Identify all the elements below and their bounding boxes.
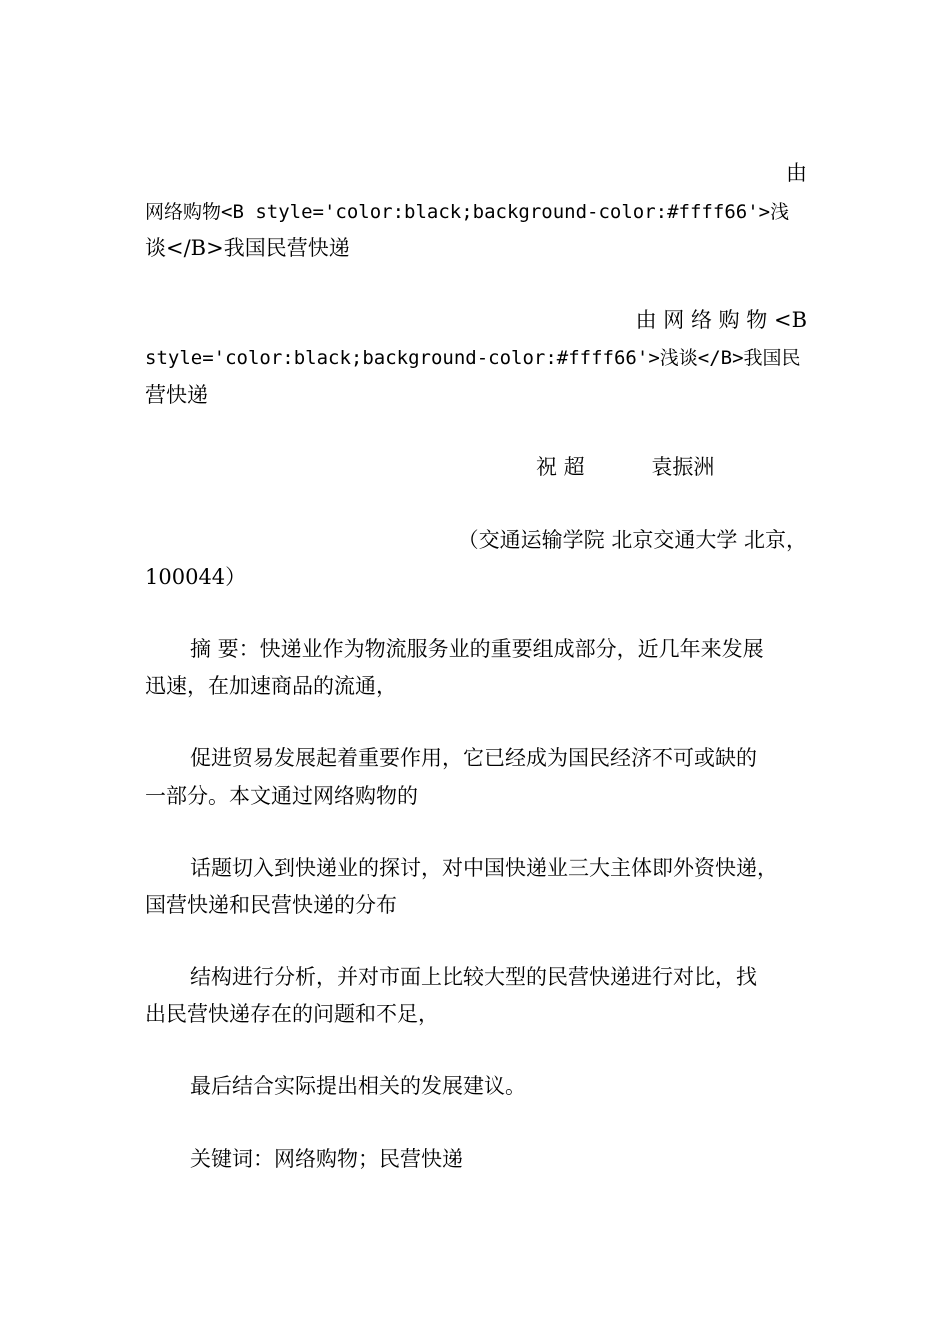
title-1-line-3: 谈</B>我国民营快递 [145, 236, 350, 260]
title-1-line-2 [145, 198, 807, 225]
title-2-line-2-text: style='color:black;background-color:#ffff66'>浅谈</B>我国民 [145, 347, 801, 369]
title-2-line-1: 由 网 络 购 物 <B [635, 308, 807, 332]
abstract-p3-line-1: 话题切入到快递业的探讨，对中国快递业三大主体即外资快递， [190, 856, 778, 880]
title-1-line-1: 由 [786, 161, 807, 185]
authors: 祝 超 袁振洲 [536, 455, 715, 479]
abstract-p3-line-2: 国营快递和民营快递的分布 [145, 893, 397, 917]
abstract-p1-line-2: 迅速，在加速商品的流通， [145, 674, 397, 698]
abstract-p2-line-1: 促进贸易发展起着重要作用，它已经成为国民经济不可或缺的 [190, 746, 757, 770]
affiliation-line-1: （交通运输学院 北京交通大学 北京， [457, 528, 807, 552]
title-1-line-2-text: 网络购物<B style='color:black;background-color:#ffff66'>浅 [145, 201, 790, 223]
title-2-line-3: 营快递 [145, 383, 208, 407]
abstract-p1-line-1: 摘 要：快递业作为物流服务业的重要组成部分，近几年来发展 [190, 637, 764, 661]
abstract-p4-line-1: 结构进行分析，并对市面上比较大型的民营快递进行对比，找 [190, 965, 757, 989]
keywords: 关键词：网络购物；民营快递 [190, 1147, 463, 1171]
abstract-p5-line-1: 最后结合实际提出相关的发展建议。 [190, 1074, 526, 1098]
title-2-line-2 [145, 344, 807, 371]
abstract-p4-line-2: 出民营快递存在的问题和不足， [145, 1002, 439, 1026]
abstract-p2-line-2: 一部分。本文通过网络购物的 [145, 784, 418, 808]
affiliation-line-2: 100044） [145, 565, 247, 589]
